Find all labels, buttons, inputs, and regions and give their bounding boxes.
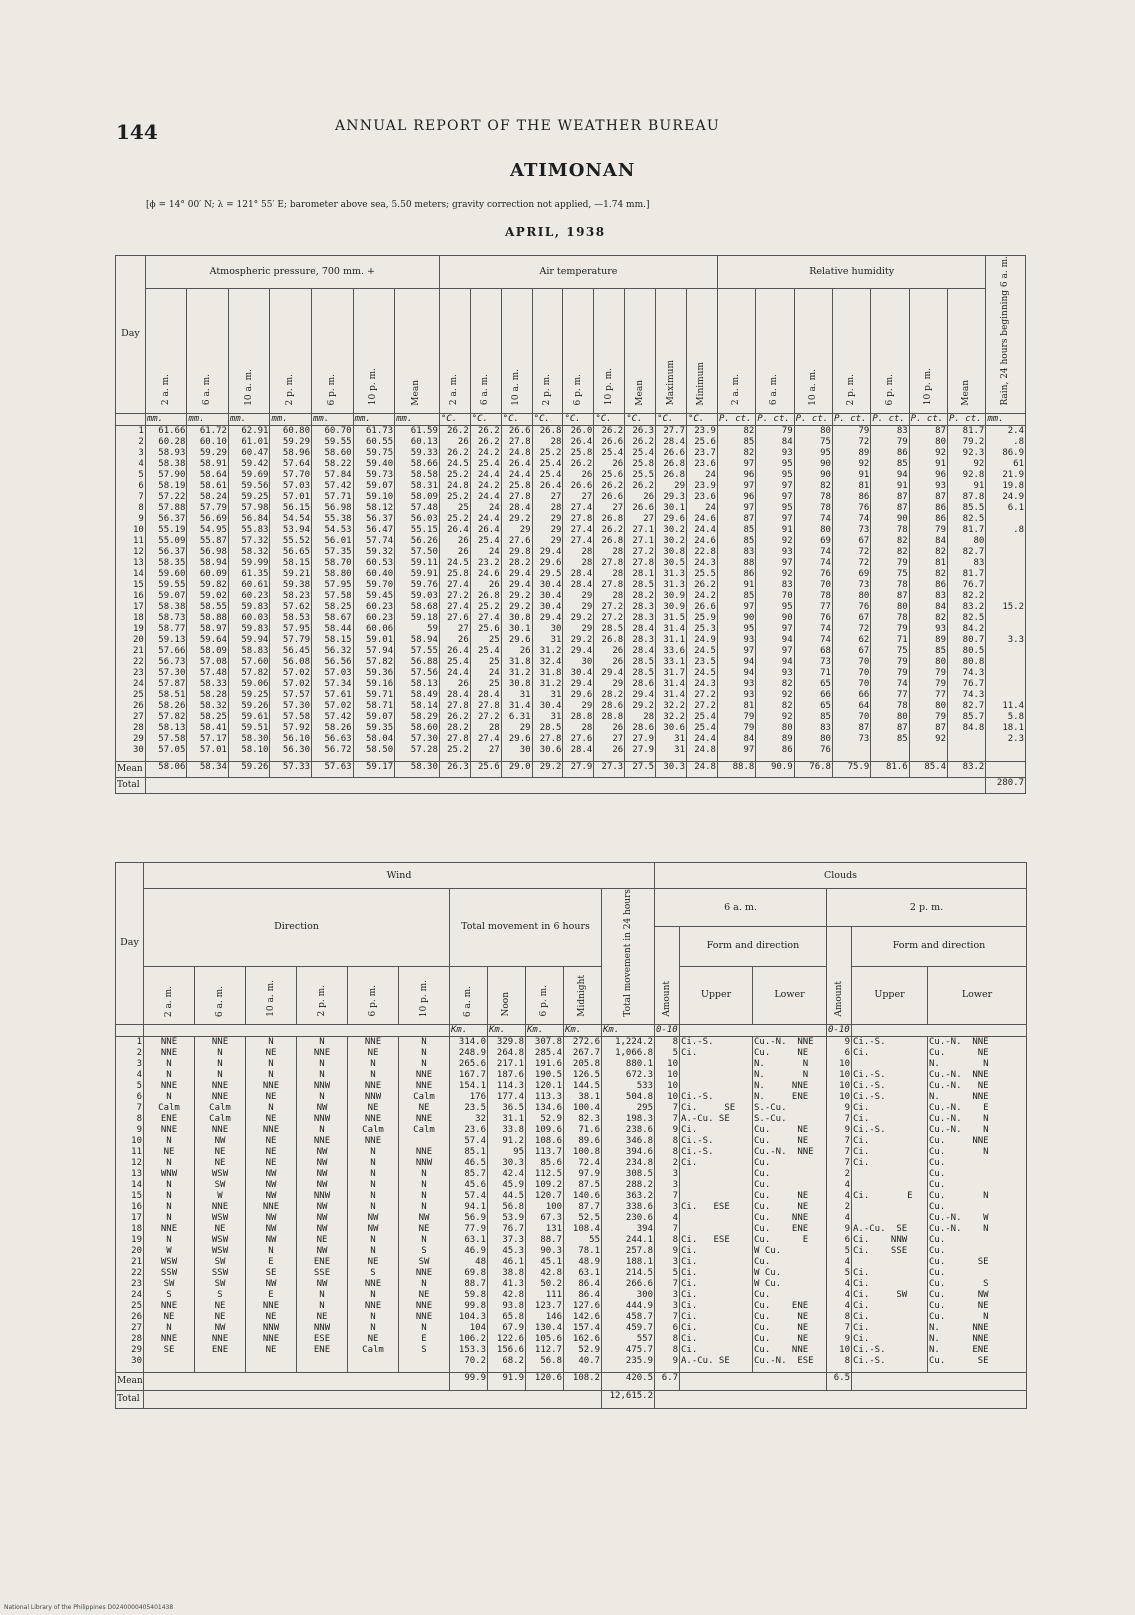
- humidity-2pm-column: 79 72 89 92 91 81 86 76 74 73 67 72 72 69 73 80 76 67 72 62 67 70 70 70 66 64 70 87 73: [832, 425, 870, 761]
- humidity-group-header: Relative humidity: [717, 256, 985, 289]
- p-col-label: 6 p. m.: [326, 374, 337, 406]
- unit-cell: P. ct.: [756, 413, 794, 425]
- cloud-upper-6am-column: Ci.-S. Ci. Ci.-S. Ci. SE A.-Cu. SE Ci. Ci.-S. Ci.-S. Ci. Ci. ESE Ci. ESE Ci. Ci. Ci. Ci. Ci. Ci. Ci. Ci. Ci. Ci. A.-Cu. SE: [680, 1036, 753, 1372]
- rain-header: Rain, 24 hours beginning 6 a. m.: [986, 256, 1026, 414]
- unit-cell: °C.: [501, 413, 532, 425]
- h-col-header: [717, 289, 755, 413]
- mean-row-label: Mean: [116, 1372, 144, 1390]
- month-heading: APRIL, 1938: [505, 225, 606, 239]
- t-col-header: [656, 289, 687, 413]
- p-col-header: [228, 289, 270, 413]
- mean-cell: 25.6: [470, 761, 501, 777]
- movement-24h-header: Total movement in 24 hours: [602, 889, 655, 1025]
- amount-6am-header: Amount: [655, 927, 680, 1025]
- mean-cell: 27.5: [625, 761, 656, 777]
- temp-2pm-column: 26.8 28 25.2 25.4 25.4 26.4 27 28 29 29 29 29.4 29.6 29.5 30.4 30.4 30.4 29.4 30 31 31.2 32.4 31.8 31.2 31 30.4 31 28.5 27.8 30.6: [532, 425, 563, 761]
- t-col-label: Maximum: [665, 360, 676, 406]
- mean-cell: 99.9: [450, 1372, 488, 1390]
- temp-6am-column: 26.2 26.2 24.2 25.4 24.4 24.2 24.4 24 24.4 26.4 25.4 24 23.2 24.6 26 26.8 25.2 27.4 25.6 25 25.4 25 24 25 28.4 27.8 27.2 28 27.4 27: [470, 425, 501, 761]
- temp-min-column: 23.9 25.6 23.7 23.6 24 23.9 23.6 24 24.6 24.4 24.6 22.8 24.3 25.5 26.2 24.2 26.6 25.9 25.3 24.9 24.5 23.5 24.5 24.3 27.2 27.2 25.4 25.4 24.4 24.8: [687, 425, 718, 761]
- mean-cell: 59.26: [228, 761, 270, 777]
- unit-cell: P. ct.: [717, 413, 755, 425]
- unit-cell: mm.: [270, 413, 312, 425]
- mean-cell: 91.9: [488, 1372, 526, 1390]
- total-rain-cell: 280.7: [986, 777, 1026, 793]
- pressure-temperature-humidity-table: [115, 255, 1026, 794]
- p-col-label: 2 a. m.: [160, 374, 171, 406]
- humidity-6am-column: 79 84 93 95 95 97 97 95 97 91 92 93 97 92 83 70 95 90 97 94 97 94 93 82 92 82 92 80 89 86: [756, 425, 794, 761]
- clouds-6am-header: 6 a. m.: [655, 889, 827, 927]
- dir-col-header: [297, 966, 348, 1024]
- p-col-label: Mean: [411, 379, 422, 406]
- dir-col-label: 2 a. m.: [163, 985, 174, 1017]
- mean-cell: 27.3: [594, 761, 625, 777]
- unit-cell: mm.: [395, 413, 440, 425]
- unit-cell: P. ct.: [871, 413, 909, 425]
- h-col-header: [948, 289, 986, 413]
- unit-cell: P. ct.: [832, 413, 870, 425]
- total-row-empty: [145, 777, 986, 793]
- movement-24h-column: 1,224.2 1,066.8 880.1 672.3 533 504.8 295 198.3 238.6 346.8 394.6 234.8 308.5 288.2 363.2 338.6 230.6 394 244.1 257.8 188.1 214.5 266.6 300 444.9 458.7 459.7 557 475.7 235.9: [602, 1036, 655, 1372]
- h-col-label: 10 p. m.: [922, 368, 933, 406]
- p-col-header: [187, 289, 229, 413]
- mean-cell: 90.9: [756, 761, 794, 777]
- mean-cell: 88.8: [717, 761, 755, 777]
- t-col-label: 10 a. m.: [511, 368, 522, 406]
- unit-cell: Km.: [450, 1024, 488, 1036]
- unit-cell: [144, 1024, 450, 1036]
- p-col-header: [312, 289, 354, 413]
- h-col-header: [871, 289, 909, 413]
- total-cell: 12,615.2: [602, 1390, 655, 1408]
- mean-cell: 58.06: [145, 761, 187, 777]
- mov-col-label: Noon: [501, 992, 511, 1017]
- humidity-mean-column: 81.7 79.2 92.3 92 92.8 91 87.8 85.5 82.5 81.7 80 82.7 83 81.7 76.7 82.2 83.2 82.5 84.2 80.7 80.5 80.8 74.3 76.7 74.3 82.7 85.7 84.8: [948, 425, 986, 761]
- mean-cell: 75.9: [832, 761, 870, 777]
- pressure-6am-column: 61.72 60.10 59.29 58.91 58.64 58.61 58.24 57.79 56.69 54.95 55.87 56.98 58.94 60.09 59.82 59.02 58.55 58.88 58.97 59.64 58.09 57.08 57.48 58.33 58.28 58.32 58.25 58.41 57.17 57.01: [187, 425, 229, 761]
- p-col-label: 6 a. m.: [202, 374, 213, 406]
- unit-cell: [116, 1024, 144, 1036]
- direction-10pm-column: N N N NNE NNE Calm NE NNE Calm NNE NNW N N N N NW NE N S SW NNE N NE NNE NNE N E S: [399, 1036, 450, 1372]
- unit-cell: P. ct.: [909, 413, 947, 425]
- mean-cell: 57.63: [312, 761, 354, 777]
- mean-cell: 6.7: [655, 1372, 680, 1390]
- mov-col-header: [564, 966, 602, 1024]
- mov-col-label: 6 p. m.: [539, 985, 549, 1017]
- movement-6pm-column: 307.8 285.4 191.6 190.5 120.1 113.3 134.6 52.9 109.6 108.6 113.7 85.6 112.5 109.2 120.7 100 67.3 131 88.7 90.3 45.1 42.8 50.2 111 123.7 146 130.4 105.6 112.7 56.8: [526, 1036, 564, 1372]
- unit-cell: mm.: [986, 413, 1026, 425]
- mov-col-header: [450, 966, 488, 1024]
- upper-2pm-header: Upper: [852, 966, 928, 1024]
- temperature-group-header: Air temperature: [439, 256, 717, 289]
- wind-clouds-table: [115, 862, 1027, 1409]
- day-column: 1 2 3 4 5 6 7 8 9 10 11 12 13 14 15 16 17 18 19 20 21 22 23 24 25 26 27 28 29 30: [116, 1036, 144, 1372]
- footer-credit: National Library of the Philippines D0240000405401438: [4, 1604, 174, 1611]
- p-col-label: 10 a. m.: [243, 368, 254, 406]
- upper-6am-header: Upper: [680, 966, 753, 1024]
- humidity-10pm-column: 87 80 92 91 96 93 87 86 86 79 84 82 81 82 86 83 84 82 93 89 85 80 79 79 77 80 79 87 92: [909, 425, 947, 761]
- p-col-header: [270, 289, 312, 413]
- h-col-label: 2 p. m.: [846, 374, 857, 406]
- h-col-header: [909, 289, 947, 413]
- temp-6pm-column: 26.0 26.4 25.8 26.2 26 26.6 27 27.4 27.8 27.4 27.4 28 28 28.4 28.4 29 29 29.2 29 29.2 29.4 30 30.4 29.4 29.6 29 28.8 28 27.6 28.4: [563, 425, 594, 761]
- pressure-10am-column: 62.91 61.01 60.47 59.42 59.69 59.56 59.25 57.98 56.84 55.83 57.32 58.32 59.99 61.35 60.61 60.23 59.83 60.03 59.83 59.94 58.83 57.60 57.82 59.06 59.25 59.26 59.61 59.51 58.30 58.10: [228, 425, 270, 761]
- cloud-lower-2pm-column: Cu.-N. NNE Cu. NE N. N Cu.-N. NNE Cu.-N. NE N. NNE Cu.-N. E Cu.-N. N Cu.-N. N Cu. NNE Cu. N Cu. Cu. Cu. Cu. N Cu. Cu.-N. W Cu.-N. N Cu. Cu. Cu. SE Cu. Cu. S Cu. NW Cu. NE Cu. N N. NNE N. NNE N. ENE Cu. SE: [928, 1036, 1027, 1372]
- direction-10am-column: N NE N N NNE NE N NE NNE NE NE NE NW NW NW NNE NW NW NW N E SE NW E NNE NE NNW NNE NE: [246, 1036, 297, 1372]
- temp-2am-column: 26.2 26 26.2 24.5 25.2 24.8 25.2 25 25.2 26.4 26 26 24.5 25.8 27.4 27.2 27.4 27.6 27 26 26.4 25.4 24.4 26 28.4 27.8 26.2 28.2 27.8 25.2: [439, 425, 470, 761]
- unit-cell: °C.: [563, 413, 594, 425]
- t-col-label: 6 a. m.: [480, 374, 491, 406]
- mean-cell: 58.34: [187, 761, 229, 777]
- pressure-group-header: Atmospheric pressure, 700 mm. +: [145, 256, 439, 289]
- h-col-label: 10 a. m.: [807, 368, 818, 406]
- h-col-header: [832, 289, 870, 413]
- h-col-label: 6 p. m.: [884, 374, 895, 406]
- p-col-header: [353, 289, 395, 413]
- unit-cell: °C.: [594, 413, 625, 425]
- temp-10am-column: 26.6 27.8 24.8 26.4 24.4 25.8 27.8 28.4 29.2 29 27.6 29.8 28.2 29.4 29.4 29.2 29.2 30.8 30.1 29.6 26 31.8 31.2 30.8 31 31.4 6.31 29 29.6 30: [501, 425, 532, 761]
- p-col-label: 10 p. m.: [368, 368, 379, 406]
- total-row-label: Total: [116, 1390, 144, 1408]
- dir-col-label: 10 p. m.: [418, 979, 429, 1017]
- p-col-header: [395, 289, 440, 413]
- rain-column: 2.4 .8 86.9 61 21.9 19.8 24.9 6.1 .8 15.2 3.3 11.4 5.8 18.1 2.3: [986, 425, 1026, 761]
- h-col-header: [794, 289, 832, 413]
- unit-cell: 0-10: [828, 1024, 850, 1035]
- mean-cell: 29.2: [532, 761, 563, 777]
- mean-cell: 85.4: [909, 761, 947, 777]
- temp-mean-column: 26.3 26.2 25.4 25.8 25.5 26.2 26 26.6 27 27.1 27.1 27.2 27.8 28.1 28.5 28.2 28.3 28.3 28.4 28.3 28.4 28.5 28.5 28.6 29.4 29.2 28 28.6 27.9 27.9: [625, 425, 656, 761]
- dir-col-header: [246, 966, 297, 1024]
- direction-6am-column: NNE N N N NNE NNE Calm Calm NNE NW NE NE WSW SW W NNE WSW NE WSW WSW SW SSW SW S NE NE NW NNE ENE: [195, 1036, 246, 1372]
- t-col-header: [501, 289, 532, 413]
- unit-cell: Km.: [602, 1024, 655, 1036]
- direction-2pm-column: N NNE N N NNW N NW NNW N NNE NW NW NW NW NNW NW NW NW NE NW ENE SSE NW N N NE NNW ESE ENE: [297, 1036, 348, 1372]
- t-col-label: 10 p. m.: [603, 368, 614, 406]
- t-col-header: [470, 289, 501, 413]
- location-line: [ϕ = 14° 00′ N; λ = 121° 55′ E; barometer above sea, 5.50 meters; gravity correction not applied, —1.74 mm.]: [146, 200, 650, 210]
- t-col-label: 2 p. m.: [541, 374, 552, 406]
- mean-cell: [986, 761, 1026, 777]
- cloud-upper-2pm-column: Ci.-S. Ci. Ci.-S. Ci.-S. Ci.-S. Ci. Ci. Ci.-S. Ci. Ci. Ci. Ci. E A.-Cu. SE Ci. NNW Ci. SSE Ci. Ci. Ci. SW Ci. Ci. Ci. Ci. Ci.-S. Ci.-S.: [852, 1036, 928, 1372]
- mean-cell: 57.33: [270, 761, 312, 777]
- dir-col-label: 6 p. m.: [367, 985, 378, 1017]
- t-col-header: [439, 289, 470, 413]
- pressure-2am-column: 61.66 60.28 58.93 58.38 57.90 58.19 57.22 57.88 56.37 55.19 55.09 56.37 58.35 59.60 59.55 59.07 58.38 58.73 58.77 59.13 57.66 56.73 57.30 57.87 58.51 58.26 57.82 58.13 57.58 57.05: [145, 425, 187, 761]
- h-col-label: 2 a. m.: [731, 374, 742, 406]
- pressure-10pm-column: 61.73 60.55 59.75 59.40 59.73 59.07 59.10 58.12 56.37 56.47 57.74 59.32 60.53 60.40 59.70 59.45 60.23 60.23 60.06 59.01 57.94 57.82 59.36 59.16 59.71 58.71 59.07 59.35 58.04 58.50: [353, 425, 395, 761]
- movement-midnight-column: 272.6 267.7 205.8 126.5 144.5 38.1 100.4 82.3 71.6 89.6 100.8 72.4 97.9 87.5 140.6 87.7 52.5 108.4 55 78.1 48.9 63.1 86.4 86.4 127.6 142.6 157.4 162.6 52.9 40.7: [564, 1036, 602, 1372]
- total-row-label: Total: [116, 777, 146, 793]
- t-col-label: 6 p. m.: [572, 374, 583, 406]
- unit-cell: Km.: [488, 1024, 526, 1036]
- unit-cell: Km.: [564, 1024, 602, 1036]
- unit-cell: mm.: [312, 413, 354, 425]
- dir-col-header: [195, 966, 246, 1024]
- dir-col-header: [144, 966, 195, 1024]
- mov-col-label: 6 a. m.: [463, 985, 473, 1017]
- mean-row-empty: [852, 1372, 1027, 1390]
- mean-cell: 27.9: [563, 761, 594, 777]
- cloud-amount-6am-column: 8 5 10 10 10 10 7 7 9 8 8 2 3 3 7 3 4 7 8 9 3 5 7 3 3 7 6 8 8 9: [655, 1036, 680, 1372]
- mean-cell: 76.8: [794, 761, 832, 777]
- dir-col-label: 2 p. m.: [316, 985, 327, 1017]
- mean-cell: 26.3: [439, 761, 470, 777]
- unit-cell: °C.: [625, 413, 656, 425]
- unit-cell: Km.: [526, 1024, 564, 1036]
- temp-max-column: 27.7 28.4 26.6 26.8 26.8 29 29.3 30.1 29.6 30.2 30.2 30.8 30.5 31.3 31.3 30.9 30.9 31.5 31.4 31.1 33.6 33.1 31.7 31.4 31.4 32.2 32.2 30.6 31 31: [656, 425, 687, 761]
- humidity-2am-column: 82 85 82 97 96 97 96 97 87 85 85 83 88 86 91 85 97 90 95 93 97 94 94 93 93 81 79 79 84 97: [717, 425, 755, 761]
- cloud-lower-6am-column: Cu.-N. NNE Cu. NE N. N N. N N. NNE N. ENE S.-Cu. S.-Cu. Cu. NE Cu. NE Cu.-N. NNE Cu. Cu. Cu. Cu. NE Cu. NE Cu. NNE Cu. ENE Cu. E W Cu. Cu. W Cu. W Cu. Cu. Cu. ENE Cu. NE Cu. NE Cu. NE Cu. NNE Cu.-N. ESE: [753, 1036, 827, 1372]
- p-col-label: 2 p. m.: [285, 374, 296, 406]
- mean-cell: 6.5: [827, 1372, 852, 1390]
- cloud-amount-2pm-column: 9 6 10 10 10 10 9 7 9 7 7 7 2 4 4 2 4 9 6 5 4 5 4 4 4 8 7 9 10 8: [827, 1036, 852, 1372]
- unit-cell: P. ct.: [948, 413, 986, 425]
- humidity-10am-column: 80 75 95 90 90 82 78 78 74 80 69 74 74 76 70 78 77 76 74 74 68 73 71 65 66 65 85 83 80 76: [794, 425, 832, 761]
- wind-group-header: Wind: [144, 863, 655, 889]
- dir-col-label: 6 a. m.: [214, 985, 225, 1017]
- form-6am-header: Form and direction: [680, 927, 827, 967]
- mean-cell: 59.17: [353, 761, 395, 777]
- h-col-label: Mean: [961, 379, 972, 406]
- mean-cell: 108.2: [564, 1372, 602, 1390]
- direction-header: Direction: [144, 889, 450, 967]
- h-col-header: [756, 289, 794, 413]
- mean-row-empty: [680, 1372, 827, 1390]
- unit-cell: °C.: [470, 413, 501, 425]
- lower-6am-header: Lower: [753, 966, 827, 1024]
- direction-2am-column: NNE NNE N N NNE N Calm ENE NNE N NE N WNW N N N N NNE N W WSW SSW SW S NNE NE N NNE SE: [144, 1036, 195, 1372]
- unit-cell: [852, 1024, 1027, 1036]
- p-col-header: [145, 289, 187, 413]
- mean-row-label: Mean: [116, 761, 146, 777]
- unit-cell: °C.: [687, 413, 718, 425]
- movement-6am-column: 314.0 248.9 265.6 167.7 154.1 176 23.5 32 23.6 57.4 85.1 46.5 85.7 45.6 57.4 94.1 56.9 77.9 63.1 46.9 48 69.8 88.7 59.8 99.8 104.3 104 106.2 153.3 70.2: [450, 1036, 488, 1372]
- unit-cell: mm.: [145, 413, 187, 425]
- t-col-label: 2 a. m.: [449, 374, 460, 406]
- movement-noon-column: 329.8 264.8 217.1 187.6 114.3 177.4 36.5 31.1 33.8 91.2 95 30.3 42.4 45.9 44.5 56.8 53.9 76.7 37.3 45.3 46.1 38.8 41.3 42.8 93.8 65.8 67.9 122.6 156.6 68.2: [488, 1036, 526, 1372]
- pressure-6pm-column: 60.70 59.55 58.60 58.22 57.84 57.42 57.71 56.98 55.38 54.53 56.01 57.35 58.70 58.80 57.95 57.58 58.25 58.67 58.44 58.15 56.32 56.56 57.03 57.34 57.61 57.02 57.42 58.26 56.63 56.72: [312, 425, 354, 761]
- mean-cell: 420.5: [602, 1372, 655, 1390]
- unit-cell: °C.: [439, 413, 470, 425]
- total-row-empty: [655, 1390, 1027, 1408]
- t-col-label: Minimum: [696, 361, 707, 406]
- t-col-header: [594, 289, 625, 413]
- mean-cell: 120.6: [526, 1372, 564, 1390]
- unit-cell: °C.: [532, 413, 563, 425]
- unit-cell: [116, 413, 146, 425]
- unit-cell: mm.: [187, 413, 229, 425]
- pressure-mean-column: 61.59 60.13 59.33 58.66 58.58 58.31 58.09 57.48 56.03 55.15 56.26 57.50 59.11 59.91 59.76 59.03 58.68 59.18 59 58.94 57.55 56.88 57.56 58.13 58.49 58.14 58.29 58.60 57.30 57.28: [395, 425, 440, 761]
- t-col-header: [687, 289, 718, 413]
- mov-col-header: [526, 966, 564, 1024]
- unit-cell: mm.: [228, 413, 270, 425]
- mov-col-label: Midnight: [577, 975, 587, 1017]
- mean-cell: 81.6: [871, 761, 909, 777]
- pressure-2pm-column: 60.80 59.29 58.96 57.64 57.70 57.03 57.01 56.15 54.54 53.94 55.52 56.65 58.15 59.21 59.38 58.23 57.62 58.53 57.95 57.79 56.45 56.08 57.02 57.02 57.57 57.30 57.58 57.92 56.10 56.30: [270, 425, 312, 761]
- mean-cell: 30.3: [656, 761, 687, 777]
- day-column: 1 2 3 4 5 6 7 8 9 10 11 12 13 14 15 16 17 18 19 20 21 22 23 24 25 26 27 28 29 30: [116, 425, 146, 761]
- day-header: Day: [116, 863, 144, 1025]
- clouds-group-header: Clouds: [655, 863, 1027, 889]
- t-col-header: [563, 289, 594, 413]
- unit-cell: mm.: [353, 413, 395, 425]
- mean-cell: 58.30: [395, 761, 440, 777]
- page-number: 144: [116, 120, 158, 144]
- t-col-header: [625, 289, 656, 413]
- mov-col-header: [488, 966, 526, 1024]
- unit-cell: P. ct.: [794, 413, 832, 425]
- dir-col-label: 10 a. m.: [265, 979, 276, 1017]
- mean-cell: 24.8: [687, 761, 718, 777]
- h-col-label: 6 a. m.: [769, 374, 780, 406]
- form-2pm-header: Form and direction: [852, 927, 1027, 967]
- unit-cell: [680, 1024, 827, 1036]
- direction-6pm-column: NNE NE N N NNE NNW NE NNE Calm NNE N N N N N N NW NW N N NE S NNE N NNE N N NE Calm: [348, 1036, 399, 1372]
- humidity-6pm-column: 83 79 86 85 94 91 87 87 90 78 82 82 79 75 78 87 80 78 79 71 75 79 79 74 77 78 80 87 85: [871, 425, 909, 761]
- mean-row-empty: [144, 1372, 450, 1390]
- t-col-header: [532, 289, 563, 413]
- mean-cell: 29.0: [501, 761, 532, 777]
- total-row-empty: [144, 1390, 602, 1408]
- mean-cell: 83.2: [948, 761, 986, 777]
- movement-header: Total movement in 6 hours: [450, 889, 602, 967]
- running-title: ANNUAL REPORT OF THE WEATHER BUREAU: [335, 118, 720, 134]
- station-name: ATIMONAN: [510, 160, 636, 181]
- clouds-2pm-header: 2 p. m.: [827, 889, 1027, 927]
- unit-cell: 0-10: [656, 1024, 678, 1035]
- t-col-label: Mean: [634, 379, 645, 406]
- day-header: Day: [116, 256, 146, 414]
- amount-2pm-header: Amount: [827, 927, 852, 1025]
- unit-cell: °C.: [656, 413, 687, 425]
- lower-2pm-header: Lower: [928, 966, 1027, 1024]
- dir-col-header: [348, 966, 399, 1024]
- dir-col-header: [399, 966, 450, 1024]
- temp-10pm-column: 26.2 26.6 25.4 26 25.6 26.2 26.6 27 26.8 26.2 26.8 28 27.8 28 27.8 28 27.2 27.2 28.5 26.8 26 26 29.4 29 28.2 28.6 28.8 26 27 26: [594, 425, 625, 761]
